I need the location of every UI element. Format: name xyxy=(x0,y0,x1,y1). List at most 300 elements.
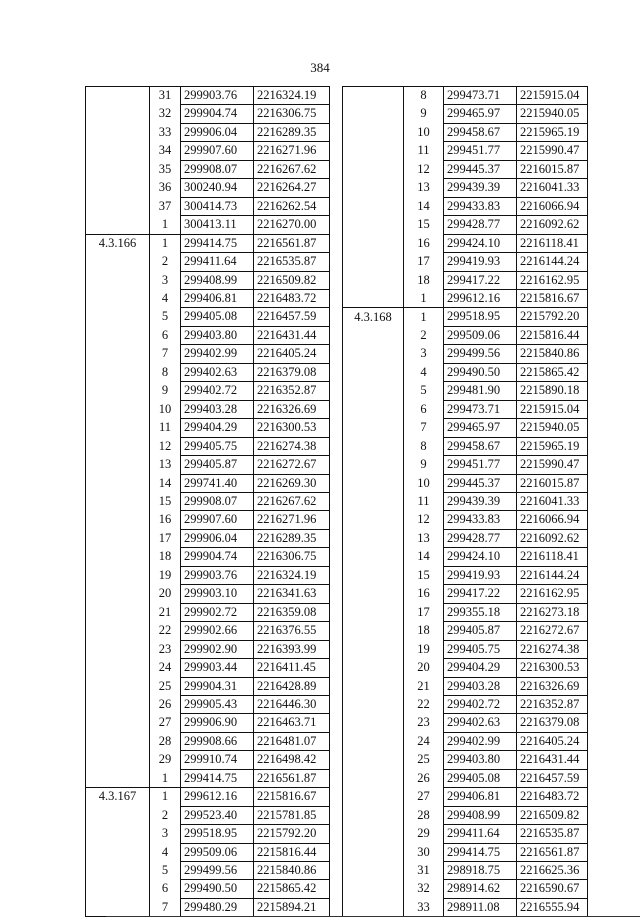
y-coordinate-cell: 2216092.62 xyxy=(517,216,588,234)
table-row xyxy=(86,345,330,363)
y-coordinate-cell: 2215792.20 xyxy=(517,308,588,326)
y-coordinate-cell: 2216379.08 xyxy=(254,363,330,381)
table-row xyxy=(343,123,588,141)
y-coordinate-cell: 2215965.19 xyxy=(517,123,588,141)
table-row xyxy=(86,788,330,806)
coordinates-table-left xyxy=(85,86,330,917)
section-cell: 4.3.167 xyxy=(86,788,150,806)
table-row xyxy=(343,253,588,271)
table-row xyxy=(86,179,330,197)
y-coordinate-cell: 2216274.38 xyxy=(517,640,588,658)
x-coordinate-cell: 299903.76 xyxy=(181,566,254,584)
y-coordinate-cell: 2216300.53 xyxy=(517,659,588,677)
point-number-cell: 12 xyxy=(404,160,444,178)
point-number-cell: 31 xyxy=(150,87,181,105)
section-cell xyxy=(343,474,404,492)
point-number-cell: 3 xyxy=(150,271,181,289)
point-number-cell: 4 xyxy=(150,843,181,861)
y-coordinate-cell: 2216379.08 xyxy=(517,714,588,732)
table-row xyxy=(86,382,330,400)
point-number-cell: 1 xyxy=(150,234,181,252)
y-coordinate-cell: 2216041.33 xyxy=(517,492,588,510)
point-number-cell: 8 xyxy=(404,87,444,105)
section-cell xyxy=(86,216,150,234)
table-row xyxy=(343,492,588,510)
x-coordinate-cell: 299499.56 xyxy=(444,345,517,363)
y-coordinate-cell: 2215781.85 xyxy=(254,806,330,824)
point-number-cell: 1 xyxy=(404,308,444,326)
x-coordinate-cell: 299509.06 xyxy=(444,326,517,344)
point-number-cell: 2 xyxy=(404,326,444,344)
x-coordinate-cell: 299433.83 xyxy=(444,511,517,529)
table-row xyxy=(343,843,588,861)
x-coordinate-cell: 299424.10 xyxy=(444,548,517,566)
point-number-cell: 34 xyxy=(150,142,181,160)
table-row xyxy=(86,326,330,344)
section-cell xyxy=(343,603,404,621)
table-row xyxy=(343,345,588,363)
section-cell xyxy=(86,271,150,289)
table-row xyxy=(86,308,330,326)
section-cell xyxy=(86,825,150,843)
table-row xyxy=(86,732,330,750)
x-coordinate-cell: 299419.93 xyxy=(444,253,517,271)
point-number-cell: 2 xyxy=(150,806,181,824)
y-coordinate-cell: 2216561.87 xyxy=(254,234,330,252)
x-coordinate-cell: 299904.74 xyxy=(181,105,254,123)
point-number-cell: 21 xyxy=(404,677,444,695)
point-number-cell: 15 xyxy=(150,492,181,510)
section-cell xyxy=(86,695,150,713)
section-cell xyxy=(86,511,150,529)
y-coordinate-cell: 2216041.33 xyxy=(517,179,588,197)
x-coordinate-cell: 299908.07 xyxy=(181,160,254,178)
point-number-cell: 19 xyxy=(404,640,444,658)
table-row xyxy=(86,456,330,474)
x-coordinate-cell: 299490.50 xyxy=(444,363,517,381)
x-coordinate-cell: 299406.81 xyxy=(181,289,254,307)
point-number-cell: 33 xyxy=(404,898,444,916)
point-number-cell: 1 xyxy=(404,289,444,307)
point-number-cell: 5 xyxy=(150,308,181,326)
x-coordinate-cell: 299405.75 xyxy=(181,437,254,455)
x-coordinate-cell: 299402.63 xyxy=(181,363,254,381)
y-coordinate-cell: 2216509.82 xyxy=(517,806,588,824)
y-coordinate-cell: 2216431.44 xyxy=(254,326,330,344)
table-row xyxy=(86,566,330,584)
y-coordinate-cell: 2216262.54 xyxy=(254,197,330,215)
y-coordinate-cell: 2216289.35 xyxy=(254,123,330,141)
point-number-cell: 9 xyxy=(404,456,444,474)
point-number-cell: 36 xyxy=(150,179,181,197)
point-number-cell: 14 xyxy=(150,474,181,492)
table-row xyxy=(343,382,588,400)
y-coordinate-cell: 2215816.44 xyxy=(517,326,588,344)
table-row xyxy=(343,806,588,824)
x-coordinate-cell: 299439.39 xyxy=(444,492,517,510)
x-coordinate-cell: 299910.74 xyxy=(181,751,254,769)
y-coordinate-cell: 2215792.20 xyxy=(254,825,330,843)
table-row xyxy=(86,862,330,880)
y-coordinate-cell: 2216267.62 xyxy=(254,492,330,510)
section-cell xyxy=(86,105,150,123)
point-number-cell: 3 xyxy=(404,345,444,363)
x-coordinate-cell: 299402.99 xyxy=(444,732,517,750)
point-number-cell: 6 xyxy=(404,400,444,418)
x-coordinate-cell: 299907.60 xyxy=(181,511,254,529)
table-row xyxy=(343,234,588,252)
y-coordinate-cell: 2216352.87 xyxy=(254,382,330,400)
point-number-cell: 6 xyxy=(150,326,181,344)
point-number-cell: 1 xyxy=(150,769,181,787)
point-number-cell: 10 xyxy=(150,400,181,418)
point-number-cell: 14 xyxy=(404,197,444,215)
x-coordinate-cell: 299473.71 xyxy=(444,87,517,105)
table-row xyxy=(343,677,588,695)
y-coordinate-cell: 2216457.59 xyxy=(254,308,330,326)
table-row xyxy=(86,87,330,105)
section-cell xyxy=(86,87,150,105)
table-row xyxy=(86,659,330,677)
y-coordinate-cell: 2215816.67 xyxy=(254,788,330,806)
point-number-cell: 23 xyxy=(404,714,444,732)
section-cell xyxy=(343,234,404,252)
section-cell xyxy=(343,659,404,677)
section-cell xyxy=(343,197,404,215)
point-number-cell: 17 xyxy=(404,603,444,621)
section-cell xyxy=(86,382,150,400)
y-coordinate-cell: 2216306.75 xyxy=(254,105,330,123)
x-coordinate-cell: 299439.39 xyxy=(444,179,517,197)
section-cell xyxy=(343,289,404,307)
section-cell xyxy=(86,253,150,271)
x-coordinate-cell: 299355.18 xyxy=(444,603,517,621)
point-number-cell: 14 xyxy=(404,548,444,566)
x-coordinate-cell: 299403.28 xyxy=(444,677,517,695)
y-coordinate-cell: 2215965.19 xyxy=(517,437,588,455)
y-coordinate-cell: 2215865.42 xyxy=(517,363,588,381)
section-cell xyxy=(343,492,404,510)
point-number-cell: 9 xyxy=(404,105,444,123)
x-coordinate-cell: 299465.97 xyxy=(444,419,517,437)
point-number-cell: 29 xyxy=(150,751,181,769)
y-coordinate-cell: 2216300.53 xyxy=(254,419,330,437)
y-coordinate-cell: 2216341.63 xyxy=(254,585,330,603)
y-coordinate-cell: 2216359.08 xyxy=(254,603,330,621)
table-row xyxy=(343,456,588,474)
table-row xyxy=(343,271,588,289)
y-coordinate-cell: 2216324.19 xyxy=(254,566,330,584)
section-cell xyxy=(343,160,404,178)
table-row xyxy=(343,825,588,843)
x-coordinate-cell: 299473.71 xyxy=(444,400,517,418)
table-row xyxy=(343,326,588,344)
table-row xyxy=(343,788,588,806)
x-coordinate-cell: 299402.99 xyxy=(181,345,254,363)
section-cell xyxy=(86,529,150,547)
y-coordinate-cell: 2216271.96 xyxy=(254,142,330,160)
table-row xyxy=(86,216,330,234)
section-cell xyxy=(86,492,150,510)
y-coordinate-cell: 2215940.05 xyxy=(517,105,588,123)
point-number-cell: 1 xyxy=(150,216,181,234)
point-number-cell: 11 xyxy=(404,142,444,160)
table-row xyxy=(343,769,588,787)
table-row xyxy=(86,622,330,640)
table-row xyxy=(86,474,330,492)
section-cell xyxy=(343,437,404,455)
point-number-cell: 24 xyxy=(150,659,181,677)
table-row xyxy=(343,529,588,547)
table-row xyxy=(343,179,588,197)
table-row xyxy=(86,695,330,713)
x-coordinate-cell: 299408.99 xyxy=(181,271,254,289)
point-number-cell: 27 xyxy=(150,714,181,732)
table-row xyxy=(86,548,330,566)
y-coordinate-cell: 2216306.75 xyxy=(254,548,330,566)
y-coordinate-cell: 2216272.67 xyxy=(254,456,330,474)
table-row xyxy=(86,160,330,178)
point-number-cell: 29 xyxy=(404,825,444,843)
point-number-cell: 22 xyxy=(150,622,181,640)
table-row xyxy=(86,363,330,381)
section-cell xyxy=(343,179,404,197)
x-coordinate-cell: 299903.76 xyxy=(181,87,254,105)
table-row xyxy=(343,511,588,529)
section-cell xyxy=(86,640,150,658)
section-cell xyxy=(343,622,404,640)
y-coordinate-cell: 2215915.04 xyxy=(517,400,588,418)
x-coordinate-cell: 299490.50 xyxy=(181,880,254,898)
section-cell xyxy=(86,308,150,326)
x-coordinate-cell: 298911.08 xyxy=(444,898,517,916)
point-number-cell: 32 xyxy=(404,880,444,898)
y-coordinate-cell: 2216463.71 xyxy=(254,714,330,732)
point-number-cell: 11 xyxy=(404,492,444,510)
table-row xyxy=(86,843,330,861)
table-row xyxy=(86,825,330,843)
y-coordinate-cell: 2216405.24 xyxy=(254,345,330,363)
point-number-cell: 4 xyxy=(150,289,181,307)
table-row xyxy=(343,603,588,621)
x-coordinate-cell: 299411.64 xyxy=(181,253,254,271)
x-coordinate-cell: 299408.99 xyxy=(444,806,517,824)
x-coordinate-cell: 299458.67 xyxy=(444,437,517,455)
x-coordinate-cell: 300413.11 xyxy=(181,216,254,234)
table-row xyxy=(343,142,588,160)
section-cell xyxy=(343,511,404,529)
section-cell xyxy=(343,271,404,289)
table-row xyxy=(86,234,330,252)
point-number-cell: 15 xyxy=(404,216,444,234)
coordinates-table-right xyxy=(342,86,588,917)
section-cell xyxy=(86,732,150,750)
x-coordinate-cell: 299523.40 xyxy=(181,806,254,824)
x-coordinate-cell: 299480.29 xyxy=(181,898,254,916)
y-coordinate-cell: 2216264.27 xyxy=(254,179,330,197)
x-coordinate-cell: 299402.63 xyxy=(444,714,517,732)
section-cell xyxy=(343,880,404,898)
section-cell xyxy=(343,326,404,344)
y-coordinate-cell: 2215990.47 xyxy=(517,142,588,160)
section-cell xyxy=(343,123,404,141)
point-number-cell: 26 xyxy=(404,769,444,787)
y-coordinate-cell: 2215940.05 xyxy=(517,419,588,437)
y-coordinate-cell: 2216535.87 xyxy=(254,253,330,271)
y-coordinate-cell: 2216015.87 xyxy=(517,474,588,492)
y-coordinate-cell: 2216326.69 xyxy=(517,677,588,695)
y-coordinate-cell: 2216274.38 xyxy=(254,437,330,455)
x-coordinate-cell: 299902.66 xyxy=(181,622,254,640)
point-number-cell: 7 xyxy=(150,345,181,363)
x-coordinate-cell: 299414.75 xyxy=(444,843,517,861)
point-number-cell: 18 xyxy=(404,271,444,289)
section-cell xyxy=(343,253,404,271)
x-coordinate-cell: 299518.95 xyxy=(181,825,254,843)
x-coordinate-cell: 299518.95 xyxy=(444,308,517,326)
section-cell xyxy=(343,363,404,381)
x-coordinate-cell: 299405.75 xyxy=(444,640,517,658)
point-number-cell: 7 xyxy=(404,419,444,437)
point-number-cell: 16 xyxy=(404,585,444,603)
table-row xyxy=(343,87,588,105)
point-number-cell: 16 xyxy=(404,234,444,252)
point-number-cell: 10 xyxy=(404,123,444,141)
section-cell xyxy=(343,862,404,880)
table-row xyxy=(343,898,588,916)
x-coordinate-cell: 299405.08 xyxy=(444,769,517,787)
point-number-cell: 23 xyxy=(150,640,181,658)
section-cell xyxy=(343,751,404,769)
table-row xyxy=(86,253,330,271)
point-number-cell: 10 xyxy=(404,474,444,492)
section-cell xyxy=(86,806,150,824)
y-coordinate-cell: 2216483.72 xyxy=(517,788,588,806)
table-row xyxy=(343,640,588,658)
point-number-cell: 4 xyxy=(404,363,444,381)
point-number-cell: 8 xyxy=(150,363,181,381)
x-coordinate-cell: 299403.28 xyxy=(181,400,254,418)
table-row xyxy=(86,769,330,787)
y-coordinate-cell: 2216590.67 xyxy=(517,880,588,898)
table-row xyxy=(86,585,330,603)
point-number-cell: 5 xyxy=(150,862,181,880)
x-coordinate-cell: 299908.66 xyxy=(181,732,254,750)
y-coordinate-cell: 2216092.62 xyxy=(517,529,588,547)
x-coordinate-cell: 299906.04 xyxy=(181,529,254,547)
y-coordinate-cell: 2216267.62 xyxy=(254,160,330,178)
point-number-cell: 24 xyxy=(404,732,444,750)
y-coordinate-cell: 2216162.95 xyxy=(517,271,588,289)
table-row xyxy=(343,400,588,418)
y-coordinate-cell: 2216481.07 xyxy=(254,732,330,750)
section-cell xyxy=(86,142,150,160)
section-cell xyxy=(343,216,404,234)
point-number-cell: 32 xyxy=(150,105,181,123)
section-cell xyxy=(343,400,404,418)
point-number-cell: 12 xyxy=(150,437,181,455)
x-coordinate-cell: 299612.16 xyxy=(181,788,254,806)
table-row xyxy=(86,142,330,160)
point-number-cell: 17 xyxy=(150,529,181,547)
section-cell xyxy=(343,566,404,584)
section-cell xyxy=(86,603,150,621)
y-coordinate-cell: 2215990.47 xyxy=(517,456,588,474)
table-row xyxy=(343,437,588,455)
y-coordinate-cell: 2216289.35 xyxy=(254,529,330,547)
x-coordinate-cell: 299905.43 xyxy=(181,695,254,713)
point-number-cell: 28 xyxy=(404,806,444,824)
y-coordinate-cell: 2216498.42 xyxy=(254,751,330,769)
x-coordinate-cell: 299902.72 xyxy=(181,603,254,621)
y-coordinate-cell: 2216273.18 xyxy=(517,603,588,621)
x-coordinate-cell: 299451.77 xyxy=(444,456,517,474)
x-coordinate-cell: 299499.56 xyxy=(181,862,254,880)
section-cell xyxy=(343,345,404,363)
x-coordinate-cell: 299414.75 xyxy=(181,234,254,252)
x-coordinate-cell: 299904.31 xyxy=(181,677,254,695)
section-cell xyxy=(86,326,150,344)
y-coordinate-cell: 2215840.86 xyxy=(517,345,588,363)
section-cell: 4.3.168 xyxy=(343,308,404,326)
point-number-cell: 11 xyxy=(150,419,181,437)
point-number-cell: 15 xyxy=(404,566,444,584)
x-coordinate-cell: 299404.29 xyxy=(444,659,517,677)
table-row xyxy=(86,289,330,307)
table-row xyxy=(86,714,330,732)
y-coordinate-cell: 2216270.00 xyxy=(254,216,330,234)
table-row xyxy=(343,548,588,566)
section-cell xyxy=(343,548,404,566)
table-row xyxy=(343,308,588,326)
x-coordinate-cell: 299907.60 xyxy=(181,142,254,160)
y-coordinate-cell: 2216483.72 xyxy=(254,289,330,307)
y-coordinate-cell: 2216352.87 xyxy=(517,695,588,713)
section-cell xyxy=(343,419,404,437)
table-row xyxy=(343,880,588,898)
section-cell xyxy=(86,862,150,880)
y-coordinate-cell: 2216446.30 xyxy=(254,695,330,713)
y-coordinate-cell: 2215894.21 xyxy=(254,898,330,916)
x-coordinate-cell: 299445.37 xyxy=(444,474,517,492)
x-coordinate-cell: 299903.44 xyxy=(181,659,254,677)
x-coordinate-cell: 299417.22 xyxy=(444,271,517,289)
section-cell xyxy=(86,622,150,640)
y-coordinate-cell: 2216509.82 xyxy=(254,271,330,289)
section-cell xyxy=(86,585,150,603)
point-number-cell: 2 xyxy=(150,253,181,271)
x-coordinate-cell: 299451.77 xyxy=(444,142,517,160)
x-coordinate-cell: 299903.10 xyxy=(181,585,254,603)
section-cell xyxy=(86,123,150,141)
y-coordinate-cell: 2215865.42 xyxy=(254,880,330,898)
y-coordinate-cell: 2216625.36 xyxy=(517,862,588,880)
section-cell xyxy=(343,843,404,861)
point-number-cell: 33 xyxy=(150,123,181,141)
section-cell xyxy=(86,548,150,566)
x-coordinate-cell: 299465.97 xyxy=(444,105,517,123)
point-number-cell: 30 xyxy=(404,843,444,861)
section-cell xyxy=(343,695,404,713)
x-coordinate-cell: 299906.04 xyxy=(181,123,254,141)
x-coordinate-cell: 299445.37 xyxy=(444,160,517,178)
table-row xyxy=(343,105,588,123)
x-coordinate-cell: 299906.90 xyxy=(181,714,254,732)
section-cell xyxy=(86,400,150,418)
section-cell xyxy=(86,880,150,898)
x-coordinate-cell: 299908.07 xyxy=(181,492,254,510)
y-coordinate-cell: 2216411.45 xyxy=(254,659,330,677)
